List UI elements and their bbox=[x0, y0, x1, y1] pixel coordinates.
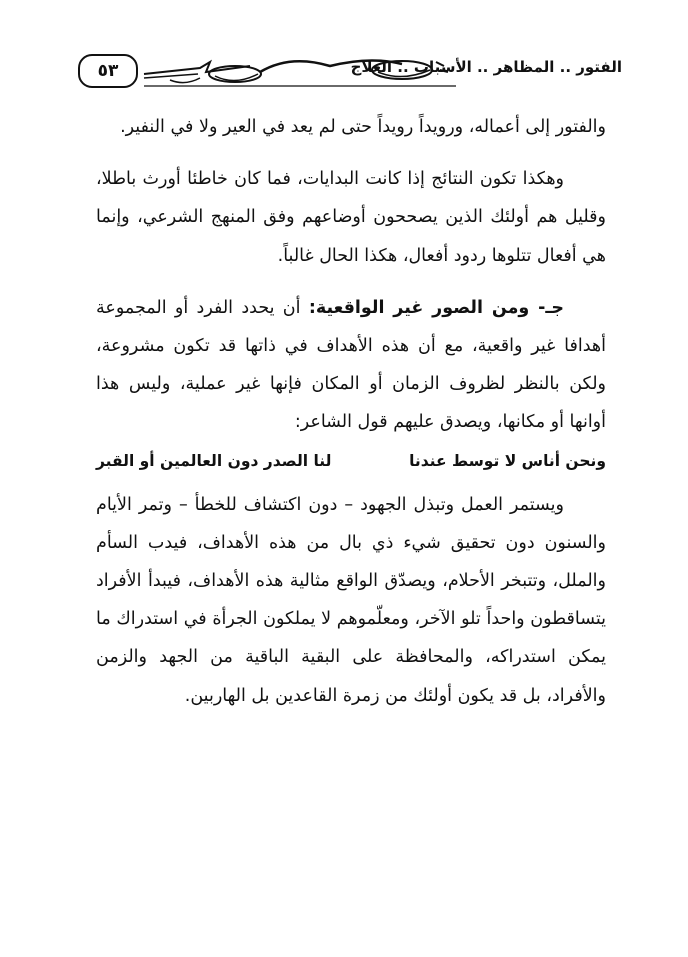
paragraph-3-text: أن يحدد الفرد أو المجموعة أهدافا غير واقعية، مع أن هذه الأهداف في ذاتها قد تكون مشروعة، ولكن بالنظر لظروف الزمان أو المكان فإنها غير عملية، وليس هذا أوانها أو مكانها، ويصدق عليهم قول الشاعر: bbox=[96, 297, 606, 433]
body-text bbox=[96, 108, 606, 715]
paragraph-3 bbox=[96, 289, 606, 442]
paragraph-1: والفتور إلى أعماله، ورويداً رويداً حتى لم يعد في العير ولا في النفير. bbox=[120, 117, 606, 137]
verse-first-hemistich: ونحن أناس لا توسط عندنا bbox=[409, 451, 606, 470]
paragraph-4: ويستمر العمل وتبذل الجهود – دون اكتشاف للخطأ – وتمر الأيام والسنون دون تحقيق شيء ذي بال من هذه الأهداف، فيدب السأم والملل، وتتبخر الأحلام، ويصدّق الواقع مثالية هذه الأهداف، فيبدأ الأفراد يتساقطون واحداً تلو الآخر، ومعلّموهم لا يملكون الجرأة في استدراك ما يمكن استدراكه، والمحافظة على البقية الباقية من الجهد والزمن والأفراد، بل قد يكون أولئك من زمرة القاعدين بل الهاربين. bbox=[96, 494, 606, 706]
verse-second-hemistich: لنا الصدر دون العالمين أو القبر bbox=[96, 451, 332, 470]
section-label: جـ- ومن الصور غير الواقعية: bbox=[308, 297, 564, 318]
running-title: الفتور .. المظاهر .. الأسباب .. العلاج bbox=[350, 58, 622, 76]
page-number: ٥٣ bbox=[78, 54, 138, 88]
poetry-verse bbox=[96, 446, 606, 476]
page-header bbox=[70, 50, 622, 96]
paragraph-2: وهكذا تكون النتائج إذا كانت البدايات، فما كان خاطئا أورث باطلا، وقليل هم أولئك الذين يصححون أوضاعهم وفق المنهج الشرعي، وإنما هي أفعال تتلوها ردود أفعال، هكذا الحال غالباً. bbox=[96, 169, 606, 266]
